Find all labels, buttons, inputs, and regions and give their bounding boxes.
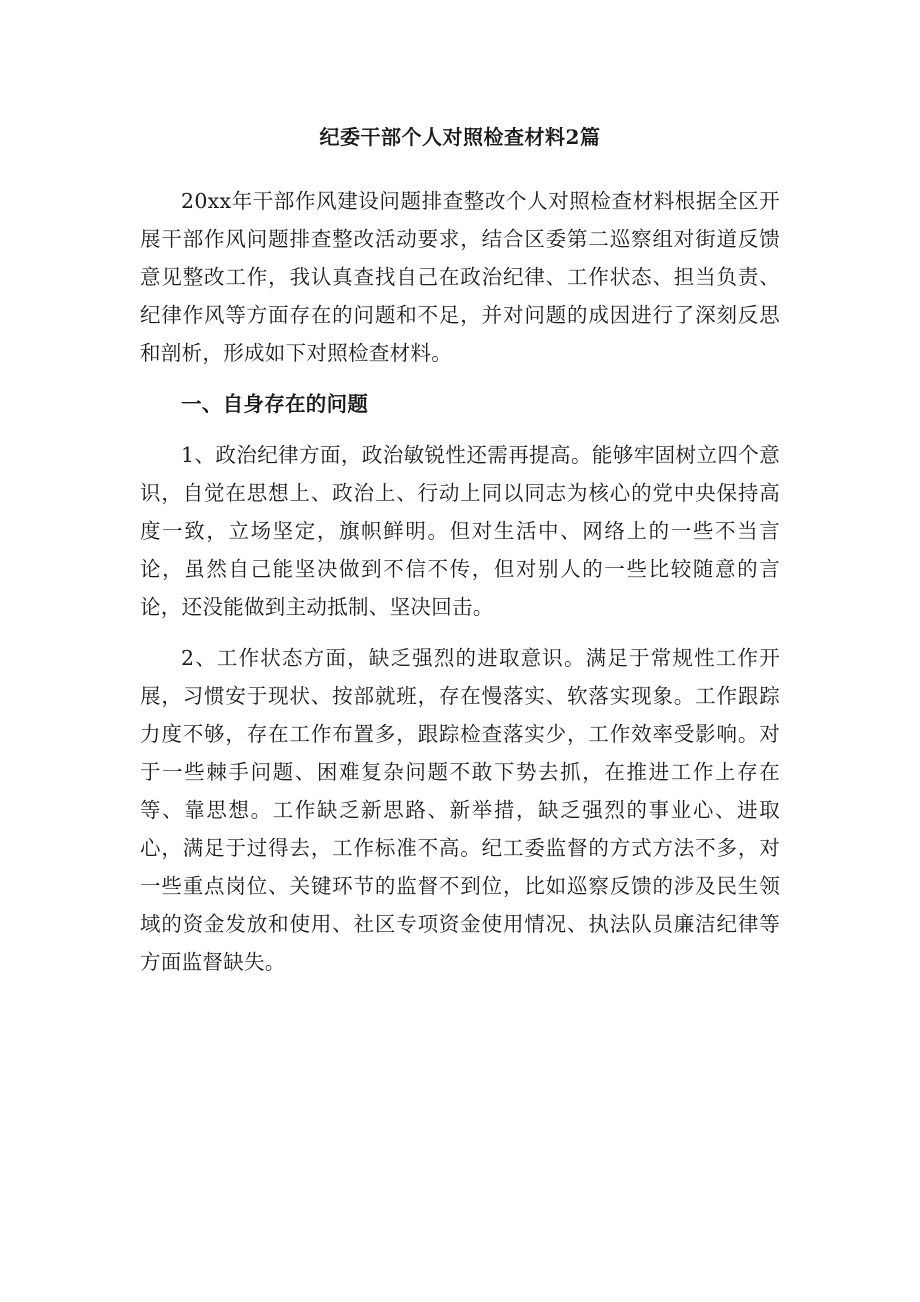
section-heading-problems: 一、自身存在的问题 <box>181 392 369 416</box>
document-page <box>140 118 780 994</box>
intro-paragraph: 20xx年干部作风建设问题排查整改个人对照检查材料根据全区开展干部作风问题排查整改活动要求，结合区委第二巡察组对街道反馈意见整改工作，我认真查找自己在政治纪律、工作状态、担当负责、纪律作风等方面存在的问题和不足，并对问题的成因进行了深刻反思和剖析，形成如下对照检查材料。 <box>140 189 780 365</box>
paragraph-political-discipline: 1、政治纪律方面，政治敏锐性还需再提高。能够牢固树立四个意识，自觉在思想上、政治上、行动上同以同志为核心的党中央保持高度一致，立场坚定，旗帜鲜明。但对生活中、网络上的一些不当言论，虽然自己能坚决做到不信不传，但对别人的一些比较随意的言论，还没能做到主动抵制、坚决回击。 <box>140 443 780 619</box>
paragraph-work-status: 2、工作状态方面，缺乏强烈的进取意识。满足于常规性工作开展，习惯安于现状、按部就班，存在慢落实、软落实现象。工作跟踪力度不够，存在工作布置多，跟踪检查落实少，工作效率受影响。对于一些棘手问题、困难复杂问题不敢下势去抓，在推进工作上存在等、靠思想。工作缺乏新思路、新举措，缺乏强烈的事业心、进取心，满足于过得去，工作标准不高。纪工委监督的方式方法不多，对一些重点岗位、关键环节的监督不到位，比如巡察反馈的涉及民生领域的资金发放和使用、社区专项资金使用情况、执法队员廉洁纪律等方面监督缺失。 <box>140 646 780 974</box>
document-title: 纪委干部个人对照检查材料2篇 <box>319 125 601 149</box>
